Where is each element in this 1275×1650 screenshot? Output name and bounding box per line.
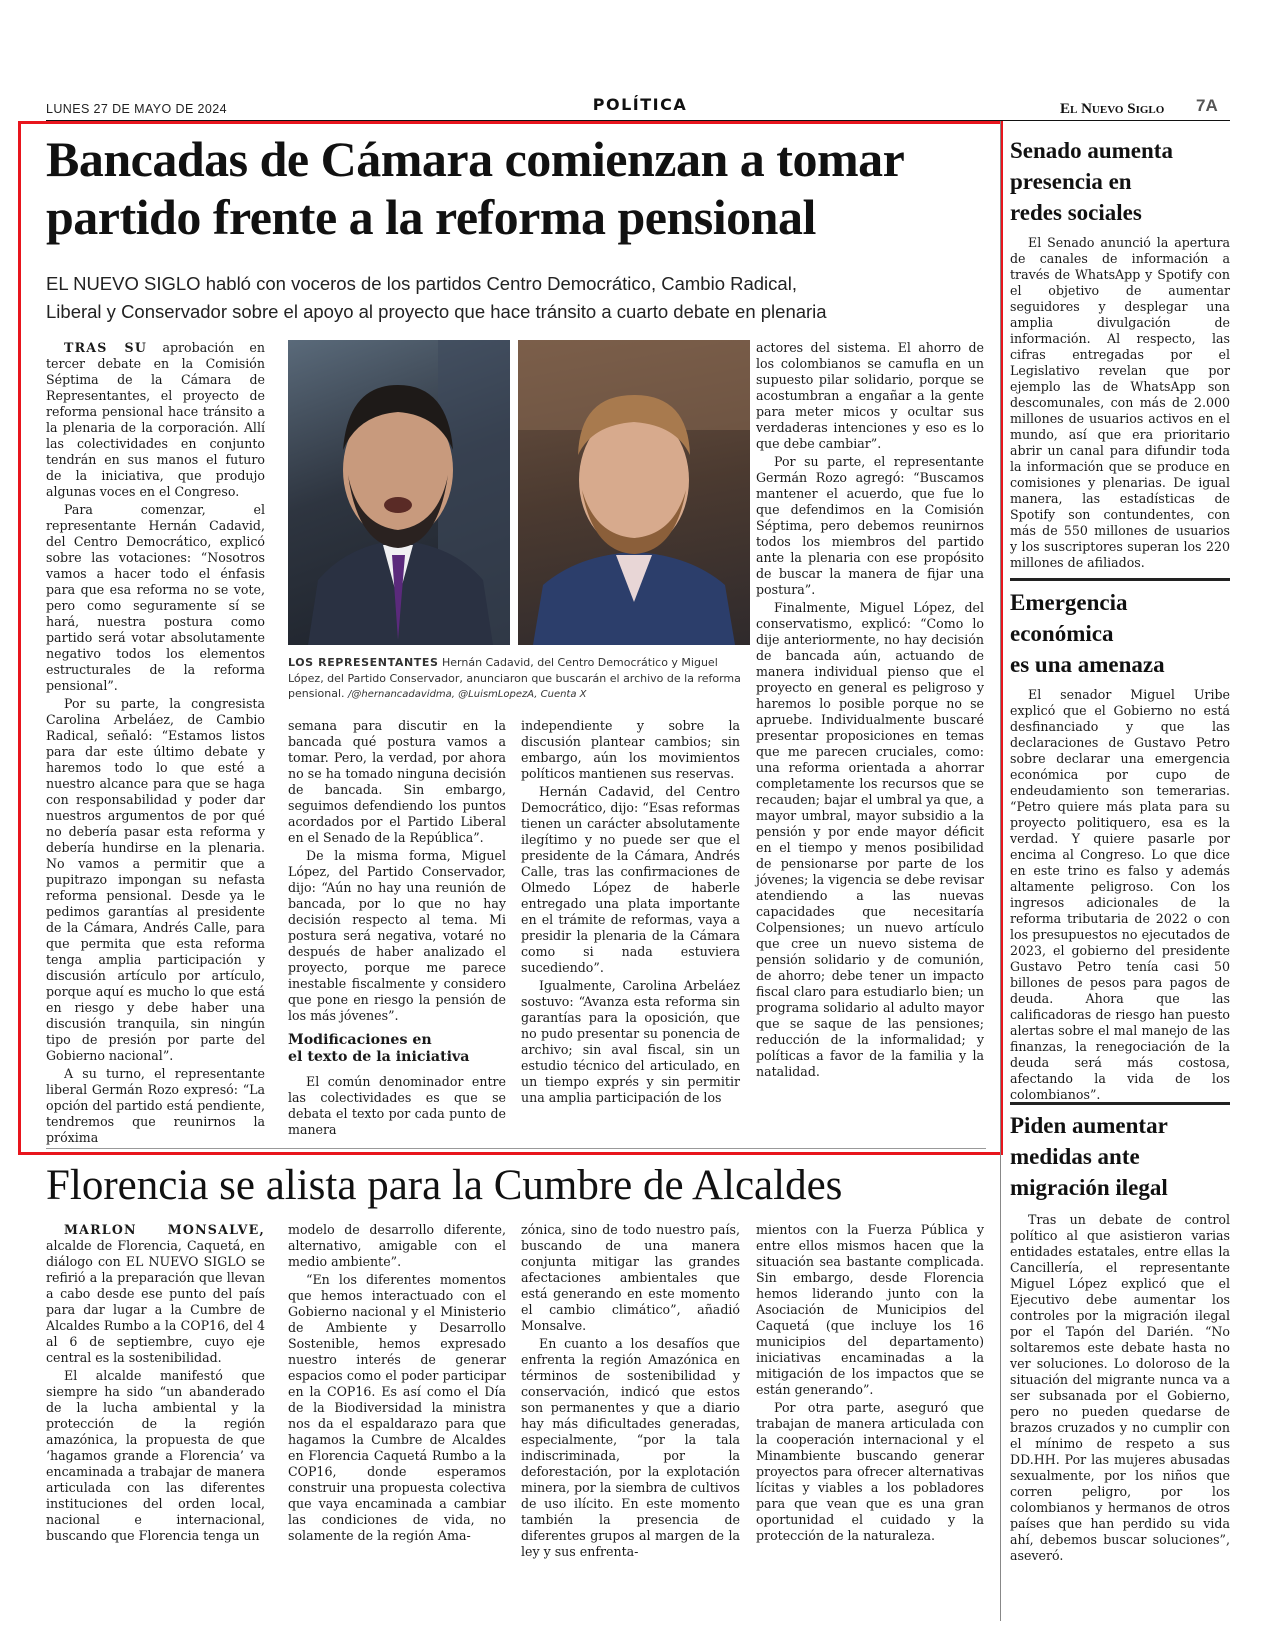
- sidebar-brief-title: [1010, 135, 1230, 228]
- header-divider: [46, 120, 1230, 121]
- sidebar-brief-body: [1010, 1212, 1230, 1564]
- sidebar-brief-title-line: migración ilegal: [1010, 1175, 1168, 1200]
- main-paragraph: A su turno, el representante liberal Germán Rozo expresó: “La opción del partido está pendiente, tendremos que reunirnos la próxima: [46, 1066, 265, 1145]
- second-paragraph: modelo de desarrollo diferente, alternativo, amigable con el medio ambiente”.: [288, 1222, 506, 1269]
- page-number: 7A: [1196, 96, 1218, 115]
- photo-miguel-lopez-image: [518, 340, 750, 645]
- article-divider: [46, 1148, 986, 1149]
- sidebar-brief-title-line: económica: [1010, 621, 1114, 646]
- photo-caption: [288, 655, 750, 703]
- sidebar-brief-title-line: Piden aumentar: [1010, 1113, 1168, 1138]
- sidebar-divider: [1000, 121, 1001, 1621]
- photo-hernan-cadavid-image: [288, 340, 510, 645]
- main-paragraph: El común denominador entre las colectividades es que se debata el texto por cada punto de manera: [288, 1074, 506, 1137]
- issue-date: LUNES 27 DE MAYO DE 2024: [46, 102, 227, 116]
- main-column-4: [756, 340, 984, 1082]
- main-paragraph: De la misma forma, Miguel López, del Partido Conservador, dijo: “Aún no hay una reunión de bancada, por lo que no hay decisión respecto al tema. Mi postura será negativa, votaré no después de haber analizado el proyecto, porque me parece inestable fiscalmente y considero que pone en riesgo la pensión de los más jóvenes”.: [288, 848, 506, 1023]
- main-paragraph: Por su parte, la congresista Carolina Arbeláez, de Cambio Radical, señaló: “Estamos listos para dar este último debate y haremos todo lo que esté a nuestro alcance para que se haga con responsabilidad y poder dar nuestros argumentos de por qué no debería pasar esta reforma y debería hundirse en la plenaria. No vamos a permitir que a pupitrazo impongan su nefasta reforma pensional. Desde ya le pedimos garantías al presidente de la Cámara, Andrés Calle, para que permita que esta reforma tenga amplia participación y discusión artículo por artículo, porque aquí es mucho lo que está en riesgo y debe haber una discusión tranquila, sin ningún tipo de presión por parte del Gobierno nacional”.: [46, 696, 265, 1063]
- sidebar-brief-divider: [1010, 1102, 1230, 1105]
- main-paragraph: Igualmente, Carolina Arbeláez sostuvo: “Avanza esta reforma sin garantías para la oposición, que no pudo presentar su ponencia de archivo; sin aval fiscal, sin un estudio técnico del articulado, en un tiempo exprés y sin permitir una amplia participación de los: [521, 978, 740, 1105]
- photo-hernan-cadavid: [288, 340, 510, 645]
- main-paragraph: aprobación en tercer debate en la Comisión Séptima de la Cámara de Representantes, el proyecto de reforma pensional hace tránsito a la plenaria de la corporación. Allí las colectividades en conjunto tendrán en sus manos el futuro de la iniciativa, que produjo algunas voces en el Congreso.: [46, 340, 265, 499]
- caption-credit: /@hernancadavidma, @LuismLopezA, Cuenta X: [348, 689, 587, 700]
- main-paragraph: Hernán Cadavid, del Centro Democrático, dijo: “Esas reformas tienen un carácter absolutamente ilegítimo y no puede ser que el presidente de la Cámara, Andrés Calle, tras las confirmaciones de Olmedo López de haberle entregado una plata importante en el trámite de reformas, vaya a presidir la plenaria de la Cámara como si nada estuviera sucediendo”.: [521, 784, 740, 975]
- sidebar-brief-paragraph: Tras un debate de control político al que asistieron varias entidades estatales, entre ellas la Cancillería, el representante Miguel López explicó que el Ejecutivo debe aumentar los controles por la migración ilegal por el Tapón del Darién. “No soltaremos este debate hasta no ver soluciones. Lo doloroso de la situación del migrante nunca va a ser subsanada por el Gobierno, pero no pueden quedarse de brazos cruzados y no cumplir con el mínimo de respeto a sus DD.HH. Por las mujeres abusadas sexualmente, por los niños que corren peligro, por los colombianos y hermanos de otros países que han perdido su vida ahí, debemos buscar soluciones”, aseveró.: [1010, 1212, 1230, 1563]
- main-paragraph: independiente y sobre la discusión plantear cambios; sin embargo, aún los movimientos políticos mantienen sus reservas.: [521, 718, 740, 781]
- second-headline: Florencia se alista para la Cumbre de Alcaldes: [46, 1162, 843, 1209]
- photo-miguel-lopez: [518, 340, 750, 645]
- section-name: POLÍTICA: [592, 95, 688, 114]
- second-column-3: [521, 1222, 740, 1562]
- second-paragraph: Por otra parte, aseguró que trabajan de manera articulada con la cooperación internacional y el Minambiente buscando generar proyectos para ofrecer alternativas lícitas y viables a los pobladores para que vean que es una gran oportunidad el cuidado y la protección de la naturaleza.: [756, 1400, 984, 1543]
- sidebar-brief-body: [1010, 687, 1230, 1103]
- sidebar-brief-divider: [1010, 578, 1230, 581]
- main-column-3: [521, 718, 740, 1108]
- caption-text: Hernán Cadavid, del Centro Democrático y Miguel López, del Partido Conservador, anunciaron que buscarán el archivo de la reforma pensional.: [288, 656, 741, 700]
- main-paragraph: Finalmente, Miguel López, del conservatismo, explicó: “Como lo dije anteriormente, no hay decisión de bancada aún, actuando de manera individual pienso que el proyecto en general es peligroso y haremos lo posible porque no se apruebe. Individualmente buscaré presentar proposiciones en temas que me parecen cruciales, como: una reforma orientada a ahorrar completamente los recursos que se recauden; bajar el umbral ya que, a mayor umbral, mayor subsidio a la pensión y por ende mayor déficit en el tiempo y menos posibilidad de pensionarse por parte de los jóvenes; la vigencia se debe revisar atendiendo a las nuevas capacidades que necesitaría Colpensiones; un nuevo artículo que cree un nuevo sistema de pensión solidario y de comunión, de ahorro; debe tener un impacto fiscal claro para estudiarlo bien; un programa solidario al adulto mayor que se saque de las pensiones; reducción de la informalidad; y políticas a favor de la familia y la natalidad.: [756, 600, 984, 1079]
- main-paragraph: actores del sistema. El ahorro de los colombianos se camufla en un supuesto pilar solidario, porque se acostumbran a engañar a la gente para meter micos y ocultar sus verdaderas intenciones y eso es lo que debe cambiar”.: [756, 340, 984, 451]
- sidebar-brief-title-line: es una amenaza: [1010, 652, 1165, 677]
- main-paragraph: Por su parte, el representante Germán Rozo agregó: “Buscamos mantener el acuerdo, que fue lo que defendimos en la Comisión Séptima, pero debemos reunirnos todos los miembros del partido ante la plenaria con ese propósito de buscar la manera de fijar una postura”.: [756, 454, 984, 597]
- second-column-4: [756, 1222, 984, 1546]
- main-lead-in: TRAS SU: [64, 340, 148, 355]
- sidebar-brief-title-line: Senado aumenta: [1010, 138, 1173, 163]
- main-column-2: [288, 718, 506, 1140]
- main-headline: [46, 130, 996, 246]
- main-subheadline-line-2: Liberal y Conservador sobre el apoyo al proyecto que hace tránsito a cuarto debate en plenaria: [46, 301, 827, 322]
- main-subheadline: [46, 270, 996, 326]
- main-headline-line-2: partido frente a la reforma pensional: [46, 189, 816, 245]
- sidebar-brief-title: [1010, 1110, 1230, 1203]
- sidebar-brief-paragraph: El senador Miguel Uribe explicó que el Gobierno no está desfinanciado y que las declaraciones de Gustavo Petro sobre declarar una emergencia económica por cupo de endeudamiento son temerarias. “Petro quiere más plata para su proyecto politiquero, esa es la verdad. Y quiere pasarle por encima al Congreso. Lo que dice en este trino es falso y además altamente peligroso. Con los ingresos adicionales de la reforma tributaria de 2022 o con los presupuestos no ejecutados de 2023, el gobierno del presidente Gustavo Petro tenía casi 50 billones de pesos para pagos de deuda. Ahora que las calificadoras de riesgo han puesto alertas sobre el mal manejo de las finanzas, la renegociación de la deuda será más costosa, afectando la vida de los colombianos”.: [1010, 687, 1230, 1102]
- main-subheadline-line-1: EL NUEVO SIGLO habló con voceros de los partidos Centro Democrático, Cambio Radical,: [46, 273, 797, 294]
- main-intertitle: [288, 1032, 506, 1066]
- sidebar-brief-body: [1010, 235, 1230, 571]
- sidebar-brief-title-line: presencia en: [1010, 169, 1132, 194]
- second-paragraph: zónica, sino de todo nuestro país, buscando de una manera conjunta mitigar las grandes afectaciones ambientales que está generando en este momento el cambio climático”, añadió Monsalve.: [521, 1222, 740, 1333]
- second-paragraph: alcalde de Florencia, Caquetá, en diálogo con EL NUEVO SIGLO se refirió a la preparación que llevan a cabo desde ese punto del país para dar lugar a la Cumbre de Alcaldes Rumbo a la COP16, del 4 al 6 de septiembre, cuyo eje central es la sostenibilidad.: [46, 1238, 265, 1365]
- main-column-1: [46, 340, 265, 1148]
- sidebar-brief-title: [1010, 587, 1230, 680]
- main-paragraph: semana para discutir en la bancada qué postura vamos a tomar. Pero, la verdad, por ahora no se ha tomado ninguna decisión de bancada. Sin embargo, seguimos defendiendo los puntos acordados por el Partido Liberal en el Senado de la República”.: [288, 718, 506, 845]
- main-intertitle-line-2: el texto de la iniciativa: [288, 1049, 470, 1065]
- main-paragraph: Para comenzar, el representante Hernán Cadavid, del Centro Democrático, explicó sobre las votaciones: “Nosotros vamos a hacer todo el énfasis para que esa reforma no se vote, pero como seguramente sí se hará, nuestra postura como partido será votar absolutamente negativo todos los elementos estructurales de la reforma pensional”.: [46, 502, 265, 693]
- second-paragraph: El alcalde manifestó que siempre ha sido “un abanderado de la lucha ambiental y la protección de la región amazónica, la propuesta de que ‘hagamos grande a Florencia’ va encaminada a trabajar de manera articulada con las diferentes instituciones del orden local, nacional e internacional, buscando que Florencia tenga un: [46, 1368, 265, 1543]
- main-headline-line-1: Bancadas de Cámara comienzan a tomar: [46, 131, 905, 187]
- sidebar-brief-title-line: Emergencia: [1010, 590, 1128, 615]
- second-paragraph: “En los diferentes momentos que hemos interactuado con el Gobierno nacional y el Ministerio de Ambiente y Desarrollo Sostenible, hemos expresado nuestro interés de generar espacios como el poder participar en la COP16. Es así como el Día de la Biodiversidad la ministra nos da el espaldarazo para que hagamos la Cumbre de Alcaldes en Florencia Caquetá Rumbo a la COP16, donde esperamos construir una propuesta colectiva que vaya encaminada a cambiar las condiciones de vida, no solamente de la región Ama-: [288, 1272, 506, 1543]
- second-column-1: [46, 1222, 265, 1546]
- caption-lead: LOS REPRESENTANTES: [288, 656, 439, 669]
- newspaper-brand: El Nuevo Siglo: [1060, 101, 1165, 117]
- second-column-2: [288, 1222, 506, 1546]
- second-paragraph: mientos con la Fuerza Pública y entre ellos mismos hacen que la situación sea bastante complicada. Sin embargo, desde Florencia hemos liderando junto con la Asociación de Municipios del Caquetá (que incluye los 16 municipios del departamento) iniciativas encaminadas a la mitigación de los impactos que se están generando”.: [756, 1222, 984, 1397]
- main-intertitle-line-1: Modificaciones en: [288, 1032, 432, 1048]
- second-paragraph: En cuanto a los desafíos que enfrenta la región Amazónica en términos de sostenibilidad y conservación, indicó que estos son permanentes y que a diario hay más dificultades generadas, especialmente, “por la tala indiscriminada, por la deforestación, por la explotación minera, por la siembra de cultivos de uso ilícito. En este momento también la presencia de diferentes grupos al margen de la ley y sus enfrenta-: [521, 1336, 740, 1559]
- sidebar-brief-title-line: medidas ante: [1010, 1144, 1140, 1169]
- second-lead-in: MARLON MONSALVE,: [64, 1222, 265, 1237]
- sidebar-brief-title-line: redes sociales: [1010, 200, 1142, 225]
- sidebar-brief-paragraph: El Senado anunció la apertura de canales de información a través de WhatsApp y Spotify con el objetivo de aumentar seguidores y desplegar una amplia divulgación de información. Al respecto, las cifras entregadas por el Legislativo revelan que por ejemplo las de WhatsApp son descomunales, con más de 2.000 millones de usuarios activos en el mundo, así que era prioritario abrir un canal para difundir toda la información que se produce en comisiones y plenarias. De igual manera, las estadísticas de Spotify son contundentes, con más de 550 millones de usuarios y los suscriptores superan los 220 millones de afiliados.: [1010, 235, 1230, 570]
